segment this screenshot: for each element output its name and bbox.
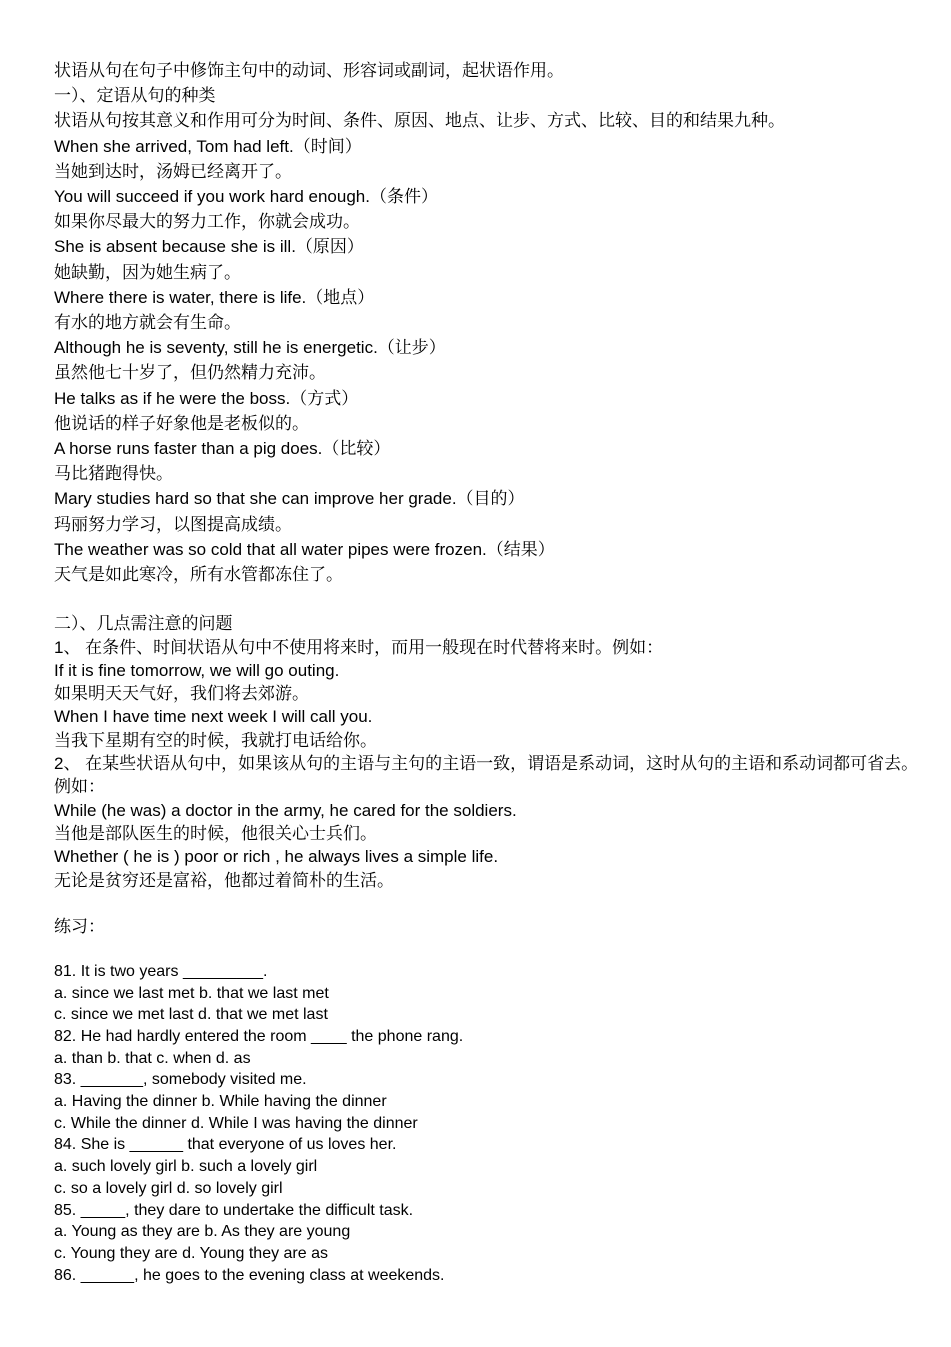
note-point-1: 1、 在条件、时间状语从句中不使用将来时，而用一般现在时代替将来时。例如： <box>54 637 664 657</box>
note-2-example-en-2: Whether ( he is ) poor or rich , he always lives a simple life. <box>54 847 499 867</box>
question-83-options-ab: a. Having the dinner b. While having the dinner <box>54 1093 387 1111</box>
example-en-purpose: Mary studies hard so that she can improve her grade.（目的） <box>54 489 525 509</box>
example-zh-reason: 她缺勤，因为她生病了。 <box>54 262 241 282</box>
note-2-example-en-1: While (he was) a doctor in the army, he cared for the soldiers. <box>54 800 517 820</box>
intro-text: 状语从句在句子中修饰主句中的动词、形容词或副词，起状语作用。 <box>54 61 564 80</box>
question-85: 85. _____, they dare to undertake the difficult task. <box>54 1201 414 1219</box>
note-1-example-en-2: When I have time next week I will call you. <box>54 707 373 727</box>
question-list <box>54 961 934 1287</box>
example-zh-comparison: 马比猪跑得快。 <box>54 464 173 484</box>
example-zh-concession: 虽然他七十岁了，但仍然精力充沛。 <box>54 363 326 383</box>
note-1-example-zh-1: 如果明天天气好，我们将去郊游。 <box>54 684 309 704</box>
example-en-concession: Although he is seventy, still he is energetic.（让步） <box>54 338 446 358</box>
question-85-options-ab: a. Young as they are b. As they are young <box>54 1223 351 1241</box>
example-en-place: Where there is water, there is life.（地点） <box>54 287 375 307</box>
question-81-options-cd: c. since we met last d. that we met last <box>54 1006 328 1024</box>
example-en-comparison: A horse runs faster than a pig does.（比较） <box>54 439 391 459</box>
example-zh-time: 当她到达时，汤姆已经离开了。 <box>54 161 292 181</box>
example-zh-result: 天气是如此寒冷，所有水管都冻住了。 <box>54 565 343 585</box>
section-practice <box>54 915 934 938</box>
example-zh-purpose: 玛丽努力学习，以图提高成绩。 <box>54 514 292 534</box>
example-en-manner: He talks as if he were the boss.（方式） <box>54 388 359 408</box>
question-83-options-cd: c. While the dinner d. While I was having the dinner <box>54 1114 418 1132</box>
question-84: 84. She is ______ that everyone of us loves her. <box>54 1136 397 1154</box>
note-2-example-zh-2: 无论是贫穷还是富裕，他都过着简朴的生活。 <box>54 870 394 890</box>
section-notes <box>54 612 934 892</box>
question-86: 86. ______, he goes to the evening class at weekends. <box>54 1266 445 1284</box>
note-1-example-zh-2: 当我下星期有空的时候，我就打电话给你。 <box>54 730 377 750</box>
question-84-options-cd: c. so a lovely girl d. so lovely girl <box>54 1179 283 1197</box>
section-heading-types: 一）、定语从句的种类 <box>54 86 216 106</box>
note-point-2: 2、 在某些状语从句中，如果该从句的主语与主句的主语一致，谓语是系动词，这时从句的主语和系动词都可省去。例如： <box>54 754 919 797</box>
example-zh-condition: 如果你尽最大的努力工作，你就会成功。 <box>54 212 360 232</box>
example-en-reason: She is absent because she is ill.（原因） <box>54 237 364 257</box>
question-81: 81. It is two years _________. <box>54 962 268 980</box>
example-en-result: The weather was so cold that all water pipes were frozen.（结果） <box>54 539 555 559</box>
example-en-time: When she arrived, Tom had left.（时间） <box>54 136 362 156</box>
question-81-options-ab: a. since we last met b. that we last met <box>54 984 329 1002</box>
question-82-options: a. than b. that c. when d. as <box>54 1049 251 1067</box>
example-zh-manner: 他说话的样子好象他是老板似的。 <box>54 413 309 433</box>
question-82: 82. He had hardly entered the room ____ the phone rang. <box>54 1027 464 1045</box>
document-page <box>54 58 934 1286</box>
example-en-condition: You will succeed if you work hard enough.（条件） <box>54 187 438 207</box>
question-85-options-cd: c. Young they are d. Young they are as <box>54 1244 328 1262</box>
question-83: 83. _______, somebody visited me. <box>54 1071 307 1089</box>
section-heading-notes: 二）、几点需注意的问题 <box>54 614 233 634</box>
section-adverbial-clauses <box>54 58 934 587</box>
question-84-options-ab: a. such lovely girl b. such a lovely girl <box>54 1158 318 1176</box>
practice-label: 练习： <box>54 916 105 936</box>
example-zh-place: 有水的地方就会有生命。 <box>54 313 241 333</box>
note-2-example-zh-1: 当他是部队医生的时候，他很关心士兵们。 <box>54 823 377 843</box>
note-1-example-en-1: If it is fine tomorrow, we will go outing. <box>54 660 340 680</box>
summary-text: 状语从句按其意义和作用可分为时间、条件、原因、地点、让步、方式、比较、目的和结果九种。 <box>54 111 785 131</box>
